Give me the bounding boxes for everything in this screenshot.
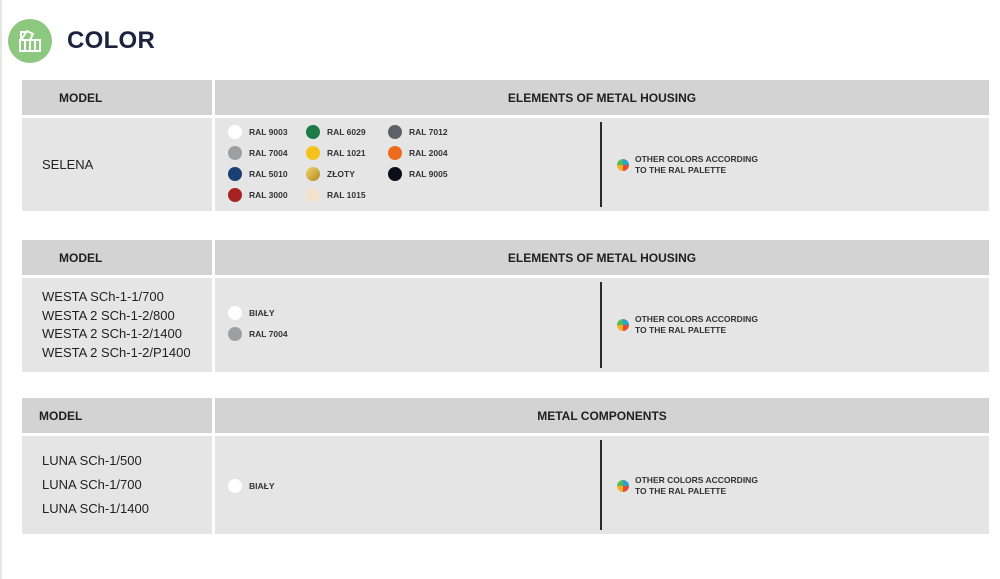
color-swatch-cell	[215, 436, 989, 534]
color-swatch	[228, 167, 306, 181]
swatch-row	[228, 323, 308, 344]
page-title: COLOR	[67, 27, 156, 54]
column-divider	[600, 282, 602, 368]
swatch-grid	[228, 302, 308, 344]
swatch-label: RAL 7004	[249, 328, 288, 339]
other-colors-note	[617, 475, 758, 497]
color-dot	[228, 167, 242, 181]
color-dot	[228, 125, 242, 139]
color-swatch	[228, 306, 308, 320]
color-swatch	[388, 167, 468, 181]
swatch-label: RAL 2004	[409, 147, 448, 158]
color-swatch	[306, 188, 388, 202]
model-name: LUNA SCh-1/1400	[42, 501, 149, 516]
model-name: LUNA SCh-1/500	[42, 453, 142, 468]
model-name: WESTA SCh-1-1/700	[42, 289, 164, 304]
swatch-row	[228, 184, 468, 205]
color-dot	[228, 306, 242, 320]
swatch-label: RAL 1021	[327, 147, 366, 158]
swatch-row	[228, 121, 468, 142]
color-swatch-cell	[215, 278, 989, 372]
other-colors-note	[617, 154, 758, 176]
swatch-label: RAL 1015	[327, 189, 366, 200]
model-name: SELENA	[42, 157, 94, 172]
swatch-label: RAL 9003	[249, 126, 288, 137]
model-column-header: MODEL	[22, 398, 212, 433]
color-dot	[388, 125, 402, 139]
swatch-grid	[228, 475, 308, 496]
color-table-selena	[22, 80, 989, 211]
swatch-row	[228, 475, 308, 496]
color-dot	[306, 167, 320, 181]
model-name: LUNA SCh-1/700	[42, 477, 142, 492]
color-dot	[306, 125, 320, 139]
other-colors-text	[635, 154, 758, 176]
other-colors-note	[617, 314, 758, 336]
color-dot	[388, 146, 402, 160]
model-cell	[22, 436, 212, 534]
color-swatch	[228, 125, 306, 139]
swatch-label: RAL 7004	[249, 147, 288, 158]
section-header	[8, 17, 155, 65]
color-swatch	[228, 327, 308, 341]
color-dot	[306, 146, 320, 160]
swatch-label: RAL 5010	[249, 168, 288, 179]
swatch-label: RAL 7012	[409, 126, 448, 137]
color-dot	[228, 146, 242, 160]
swatch-row	[228, 163, 468, 184]
elements-column-header: ELEMENTS OF METAL HOUSING	[215, 80, 989, 115]
color-wheel-icon	[617, 319, 629, 331]
swatch-label: RAL 6029	[327, 126, 366, 137]
color-table-westa	[22, 240, 989, 372]
color-dot	[388, 167, 402, 181]
color-swatch	[306, 167, 388, 181]
column-divider	[600, 440, 602, 530]
other-colors-line: OTHER COLORS ACCORDING	[635, 154, 758, 164]
column-divider	[600, 122, 602, 207]
color-swatch	[388, 125, 468, 139]
color-wheel-icon	[617, 480, 629, 492]
other-colors-line: TO THE RAL PALETTE	[635, 486, 727, 496]
model-cell	[22, 278, 212, 372]
model-column-header: MODEL	[22, 240, 212, 275]
color-swatch	[306, 146, 388, 160]
palette-icon	[8, 19, 52, 63]
swatch-label: ZŁOTY	[327, 168, 355, 179]
color-dot	[228, 188, 242, 202]
other-colors-text	[635, 475, 758, 497]
swatch-label: BIAŁY	[249, 480, 275, 491]
other-colors-text	[635, 314, 758, 336]
model-name: WESTA 2 SCh-1-2/1400	[42, 326, 182, 341]
model-name: WESTA 2 SCh-1-2/P1400	[42, 344, 191, 360]
color-swatch	[228, 188, 306, 202]
model-cell	[22, 118, 212, 211]
color-dot	[228, 479, 242, 493]
model-column-header: MODEL	[22, 80, 212, 115]
swatch-row	[228, 302, 308, 323]
elements-column-header: METAL COMPONENTS	[215, 398, 989, 433]
other-colors-line: OTHER COLORS ACCORDING	[635, 475, 758, 485]
swatch-label: BIAŁY	[249, 307, 275, 318]
swatch-row	[228, 142, 468, 163]
swatch-label: RAL 3000	[249, 189, 288, 200]
color-swatch	[228, 479, 308, 493]
model-name: WESTA 2 SCh-1-2/800	[42, 307, 175, 323]
color-swatch	[228, 146, 306, 160]
page-left-border	[0, 0, 2, 579]
color-dot	[228, 327, 242, 341]
other-colors-line: TO THE RAL PALETTE	[635, 165, 727, 175]
color-table-luna	[22, 398, 989, 534]
color-swatch	[306, 125, 388, 139]
swatch-label: RAL 9005	[409, 168, 448, 179]
color-dot	[306, 188, 320, 202]
color-wheel-icon	[617, 159, 629, 171]
other-colors-line: OTHER COLORS ACCORDING	[635, 314, 758, 324]
other-colors-line: TO THE RAL PALETTE	[635, 325, 727, 335]
color-swatch-cell	[215, 118, 989, 211]
elements-column-header: ELEMENTS OF METAL HOUSING	[215, 240, 989, 275]
color-swatch	[388, 146, 468, 160]
swatch-grid	[228, 121, 468, 205]
